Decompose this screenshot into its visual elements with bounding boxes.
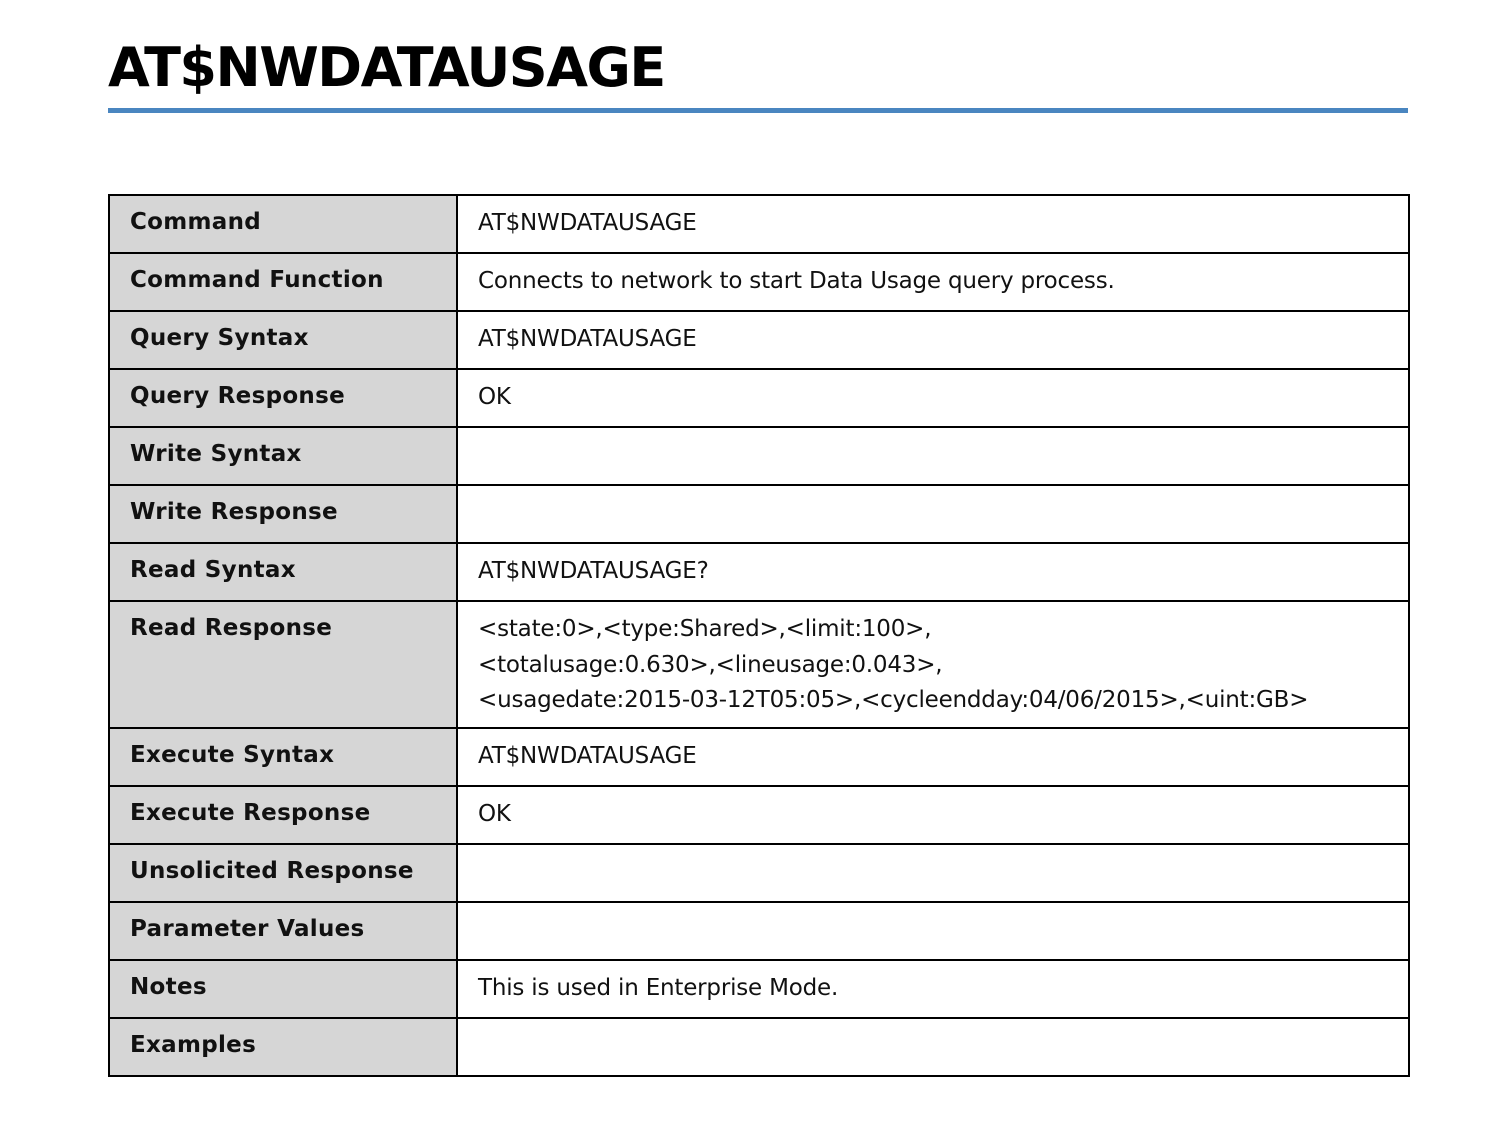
row-value [457, 960, 1409, 1018]
table-row [109, 427, 1409, 485]
row-label: Read Response [109, 601, 457, 728]
command-spec-table [108, 194, 1410, 1077]
row-value-line: AT$NWDATAUSAGE? [478, 558, 709, 584]
table-row [109, 311, 1409, 369]
row-label: Read Syntax [109, 543, 457, 601]
row-value [457, 601, 1409, 728]
row-label: Query Syntax [109, 311, 457, 369]
row-label: Examples [109, 1018, 457, 1076]
row-label: Command Function [109, 253, 457, 311]
row-value-empty [457, 844, 1409, 902]
row-value-line: OK [478, 801, 511, 827]
table-row [109, 601, 1409, 728]
table-row [109, 786, 1409, 844]
row-value [457, 253, 1409, 311]
table-row [109, 253, 1409, 311]
row-value-empty [457, 427, 1409, 485]
page-title: AT$NWDATAUSAGE [108, 36, 665, 99]
row-value-empty [457, 902, 1409, 960]
row-label: Unsolicited Response [109, 844, 457, 902]
row-label: Write Syntax [109, 427, 457, 485]
table-row [109, 844, 1409, 902]
row-value-empty [457, 485, 1409, 543]
row-value-line: This is used in Enterprise Mode. [478, 975, 839, 1001]
row-value-line: <state:0>,<type:Shared>,<limit:100>, [478, 616, 932, 642]
row-value [457, 728, 1409, 786]
row-value [457, 311, 1409, 369]
table-row [109, 728, 1409, 786]
row-label: Write Response [109, 485, 457, 543]
row-label: Notes [109, 960, 457, 1018]
row-label: Command [109, 195, 457, 253]
row-label: Execute Syntax [109, 728, 457, 786]
row-value [457, 786, 1409, 844]
table-row [109, 195, 1409, 253]
table-row [109, 902, 1409, 960]
row-label: Parameter Values [109, 902, 457, 960]
row-label: Execute Response [109, 786, 457, 844]
row-value-line: AT$NWDATAUSAGE [478, 210, 697, 236]
row-value-line: OK [478, 384, 511, 410]
table-row [109, 543, 1409, 601]
row-value-empty [457, 1018, 1409, 1076]
table-row [109, 369, 1409, 427]
row-value-line: Connects to network to start Data Usage query process. [478, 268, 1115, 294]
row-value [457, 543, 1409, 601]
row-value-line: <usagedate:2015-03-12T05:05>,<cycleendday:04/06/2015>,<uint:GB> [478, 687, 1309, 713]
row-value-line: AT$NWDATAUSAGE [478, 743, 697, 769]
row-label: Query Response [109, 369, 457, 427]
command-spec-table-body [109, 195, 1409, 1076]
row-value [457, 195, 1409, 253]
table-row [109, 485, 1409, 543]
row-value-line: AT$NWDATAUSAGE [478, 326, 697, 352]
title-underline [108, 108, 1408, 113]
row-value-line: <totalusage:0.630>,<lineusage:0.043>, [478, 651, 943, 678]
row-value [457, 369, 1409, 427]
table-row [109, 1018, 1409, 1076]
table-row [109, 960, 1409, 1018]
